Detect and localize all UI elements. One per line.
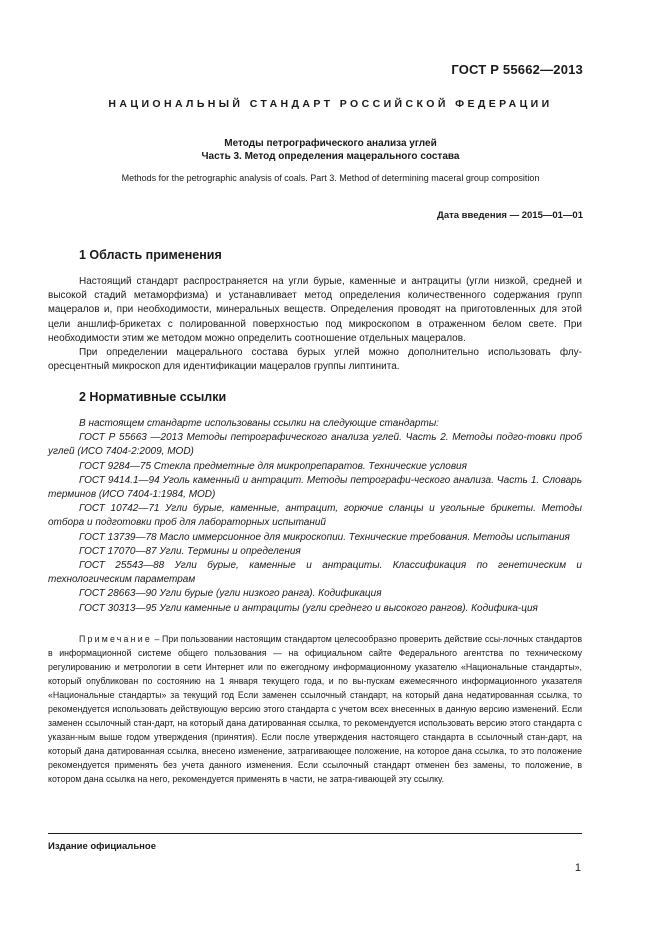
reference-item: ГОСТ 17070—87 Угли. Термины и определения xyxy=(79,545,301,557)
note-text: – При пользовании настоящим стандартом целесообразно проверить действие ссы-лочных стандартов в информационной системе общего пользования — на официальном сайте Федерального агентства по техническому регулированию и метрологии в сети Интернет или по ежегодному информационному указателю «Национальные стандарты», который опубликован по состоянию на 1 января текущего года, и по вы-пускам ежемесячного информационного указателя «Национальные стандарты» за текущий год Если заменен ссылочный стандарт, на который дана недатированная ссылка, то рекомендуется использовать действующую версию этого стандарта с учетом всех внесенных в данную версию изменений. Если заменен ссылочный стан-дарт, на который дана датированная ссылка, то рекомендуется использовать версию этого стандарта с указан-ным выше годом утверждения (принятия). Если после утверждения настоящего стандарта в ссылочный стан-дарт, на который дана датированная ссылка, внесено изменение, затрагивающее положение, на которое дана ссылка, то это положение рекомендуется применять без учета данного изменения. Если ссылочный стандарт отменен без замены, то положение, в котором дана ссылка на него, рекомендуется применять в части, не затра-гивающей эту ссылку. xyxy=(48,634,582,784)
title-russian-line-1: Методы петрографического анализа углей xyxy=(224,138,437,149)
title-english: Methods for the petrographic analysis of coals. Part 3. Method of determining maceral group composition xyxy=(121,173,540,183)
reference-item: ГОСТ 13739—78 Масло иммерсионное для микроскопии. Технические требования. Методы испытания xyxy=(79,531,570,543)
note xyxy=(48,632,582,786)
reference-item: ГОСТ Р 55663 —2013 Методы петрографического анализа углей. Часть 2. Методы подго-товки проб углей (ИСО 7404-2:2009, MOD) xyxy=(48,432,582,458)
page-number: 1 xyxy=(574,862,581,874)
section-1-heading: 1 Область применения xyxy=(79,248,222,262)
title-russian xyxy=(0,137,661,163)
official-edition-label: Издание официальное xyxy=(48,841,156,852)
reference-item: ГОСТ 25543—88 Угли бурые, каменные и антрациты. Классификация по генетическим и технологическим параметрам xyxy=(48,560,582,586)
reference-item: ГОСТ 9414.1—94 Уголь каменный и антрацит. Методы петрографи-ческого анализа. Часть 1. Словарь терминов (ИСО 7404-1:1984, MOD) xyxy=(48,474,582,501)
doc-number: ГОСТ Р 55662—2013 xyxy=(451,62,583,77)
footer-divider xyxy=(48,833,582,834)
reference-item: ГОСТ 9284—75 Стекла предметные для микропрепаратов. Технические условия xyxy=(79,460,467,472)
paragraph: При определении мацерального состава бурых углей можно дополнительно использовать флу-оресцентный микроскоп для идентификации мацералов группы липтинита. xyxy=(48,347,582,373)
title-russian-line-2: Часть 3. Метод определения мацерального состава xyxy=(201,151,460,162)
reference-item: ГОСТ 28663—90 Угли бурые (угли низкого ранга). Кодификация xyxy=(79,588,382,600)
note-label: Примечание xyxy=(79,634,152,644)
normative-references xyxy=(48,417,582,616)
section-1-body xyxy=(48,275,582,374)
reference-item: ГОСТ 30313—95 Угли каменные и антрациты (угли среднего и высокого рангов). Кодифика-ция xyxy=(79,602,538,614)
reference-item: ГОСТ 10742—71 Угли бурые, каменные, антрацит, горючие сланцы и угольные брикеты. Методы отбора и подготовки проб для лабораторных испытаний xyxy=(48,503,582,529)
standard-banner: НАЦИОНАЛЬНЫЙ СТАНДАРТ РОССИЙСКОЙ ФЕДЕРАЦИИ xyxy=(108,98,553,110)
section-2-heading: 2 Нормативные ссылки xyxy=(79,390,227,404)
paragraph: Настоящий стандарт распространяется на угли бурые, каменные и антрациты (угли низкой, средней и высокой стадий метаморфизма) и устанавливает метод определения количественного содержания групп мацералов и, при необходимости, минеральных веществ. Определения проводят на приготовленных для этой цели аншлиф-брикетах с полированной поверхностью под микроскопом в отраженном белом свете. При необходимости этим же методом можно определить соотношение отдельных мацералов. xyxy=(48,276,582,344)
introduction-date: Дата введения — 2015—01—01 xyxy=(437,210,583,221)
reference-intro: В настоящем стандарте использованы ссылки на следующие стандарты: xyxy=(79,418,439,429)
